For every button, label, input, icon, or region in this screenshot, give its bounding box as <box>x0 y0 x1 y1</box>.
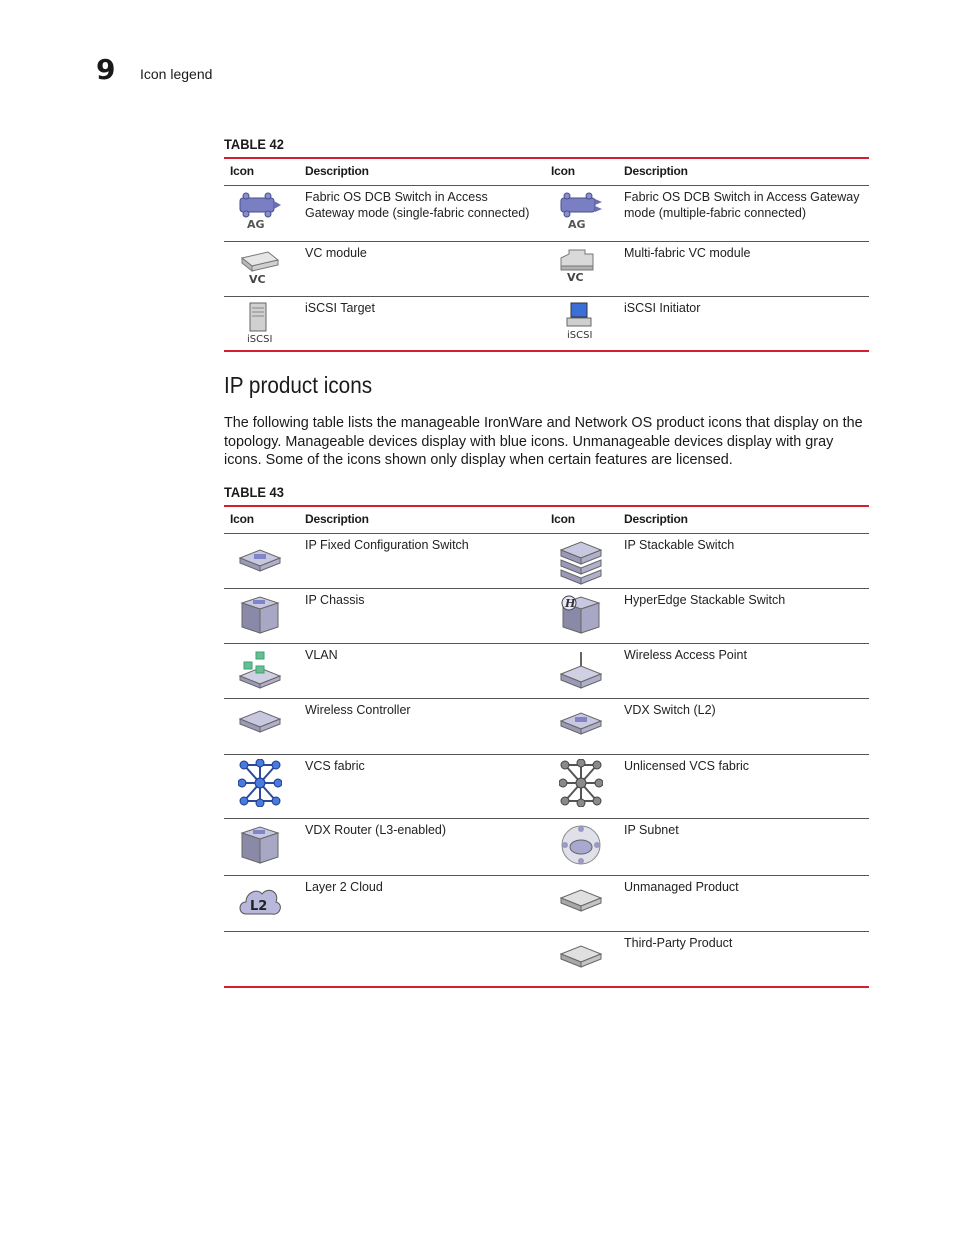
svg-text:VC: VC <box>567 271 584 284</box>
description-cell: IP Chassis <box>305 593 365 607</box>
description-cell: Fabric OS DCB Switch in Access Gateway mode (single-fabric connected) <box>305 190 530 220</box>
unlicensed-vcs-fabric-icon <box>559 759 603 807</box>
description-cell: Third-Party Product <box>624 936 733 950</box>
section-heading: IP product icons <box>224 372 373 398</box>
column-header-description: Description <box>305 164 369 178</box>
svg-text:L2: L2 <box>250 899 268 914</box>
chapter-number: 9 <box>96 53 116 86</box>
table-row <box>224 819 869 876</box>
column-header-icon: Icon <box>551 512 575 526</box>
description-cell <box>299 932 545 987</box>
hyperedge-stackable-switch-icon <box>559 593 603 637</box>
layer2-cloud-icon <box>238 880 282 924</box>
column-header-icon: Icon <box>230 512 254 526</box>
column-header-icon: Icon <box>230 164 254 178</box>
multi-fabric-vc-module-icon <box>559 246 603 286</box>
description-cell: Unlicensed VCS fabric <box>624 759 750 773</box>
section-intro: The following table lists the manageable IronWare and Network OS product icons that display on the topology. Manageable devices display with blue icons. Unmanageable devices display with gray icons. Some of the icons shown only display when certain features are licensed. <box>224 415 863 469</box>
table43 <box>224 505 869 988</box>
wireless-controller-icon <box>238 703 282 747</box>
description-cell: VCS fabric <box>305 759 365 773</box>
table-row <box>224 644 869 699</box>
description-cell: VC module <box>305 246 367 260</box>
description-cell: Wireless Access Point <box>624 648 747 662</box>
vdx-router-icon <box>238 823 282 867</box>
description-cell: iSCSI Target <box>305 301 375 315</box>
svg-text:AG: AG <box>568 218 586 230</box>
description-cell: IP Stackable Switch <box>624 538 735 552</box>
description-cell: Wireless Controller <box>305 703 411 717</box>
ip-chassis-icon <box>238 593 282 637</box>
description-cell: IP Subnet <box>624 823 679 837</box>
ip-fixed-config-switch-icon <box>238 538 282 582</box>
svg-text:AG: AG <box>247 218 265 230</box>
third-party-product-icon <box>559 936 603 980</box>
svg-text:iSCSI: iSCSI <box>247 334 273 345</box>
description-cell: Fabric OS DCB Switch in Access Gateway mode (multiple-fabric connected) <box>624 190 860 220</box>
table-row <box>224 297 869 351</box>
vdx-switch-l2-icon <box>559 703 603 747</box>
unmanaged-product-icon <box>559 880 603 924</box>
chapter-title: Icon legend <box>140 66 213 82</box>
table-row <box>224 699 869 755</box>
ip-subnet-icon <box>559 823 603 867</box>
table-row <box>224 534 869 589</box>
table-row <box>224 755 869 819</box>
svg-text:H: H <box>565 597 576 610</box>
column-header-description: Description <box>305 512 369 526</box>
description-cell: IP Fixed Configuration Switch <box>305 538 469 552</box>
vcs-fabric-icon <box>238 759 282 807</box>
description-cell: VDX Switch (L2) <box>624 703 716 717</box>
ag-switch-single-icon <box>238 190 282 230</box>
description-cell: Multi-fabric VC module <box>624 246 751 260</box>
table-row <box>224 932 869 987</box>
table-header-row <box>224 506 869 534</box>
svg-text:iSCSI: iSCSI <box>567 330 593 341</box>
table42-caption: TABLE 42 <box>224 136 284 152</box>
svg-text:VC: VC <box>249 273 266 286</box>
column-header-icon: Icon <box>551 164 575 178</box>
ag-switch-multi-icon <box>559 190 603 230</box>
iscsi-initiator-icon <box>559 301 603 341</box>
table-row <box>224 589 869 644</box>
description-cell: Unmanaged Product <box>624 880 739 894</box>
wireless-access-point-icon <box>559 648 603 692</box>
description-cell: HyperEdge Stackable Switch <box>624 593 786 607</box>
table43-caption: TABLE 43 <box>224 484 284 500</box>
vc-module-icon <box>238 246 282 286</box>
description-cell: iSCSI Initiator <box>624 301 701 315</box>
iscsi-target-icon <box>238 301 282 345</box>
table-row <box>224 876 869 932</box>
column-header-description: Description <box>624 512 688 526</box>
column-header-description: Description <box>624 164 688 178</box>
table42 <box>224 157 869 352</box>
table-row <box>224 242 869 297</box>
table-row <box>224 186 869 242</box>
description-cell: VLAN <box>305 648 338 662</box>
ip-stackable-switch-icon <box>559 538 603 586</box>
description-cell: Layer 2 Cloud <box>305 880 383 894</box>
table-header-row <box>224 158 869 186</box>
vlan-icon <box>238 648 282 692</box>
description-cell: VDX Router (L3-enabled) <box>305 823 447 837</box>
